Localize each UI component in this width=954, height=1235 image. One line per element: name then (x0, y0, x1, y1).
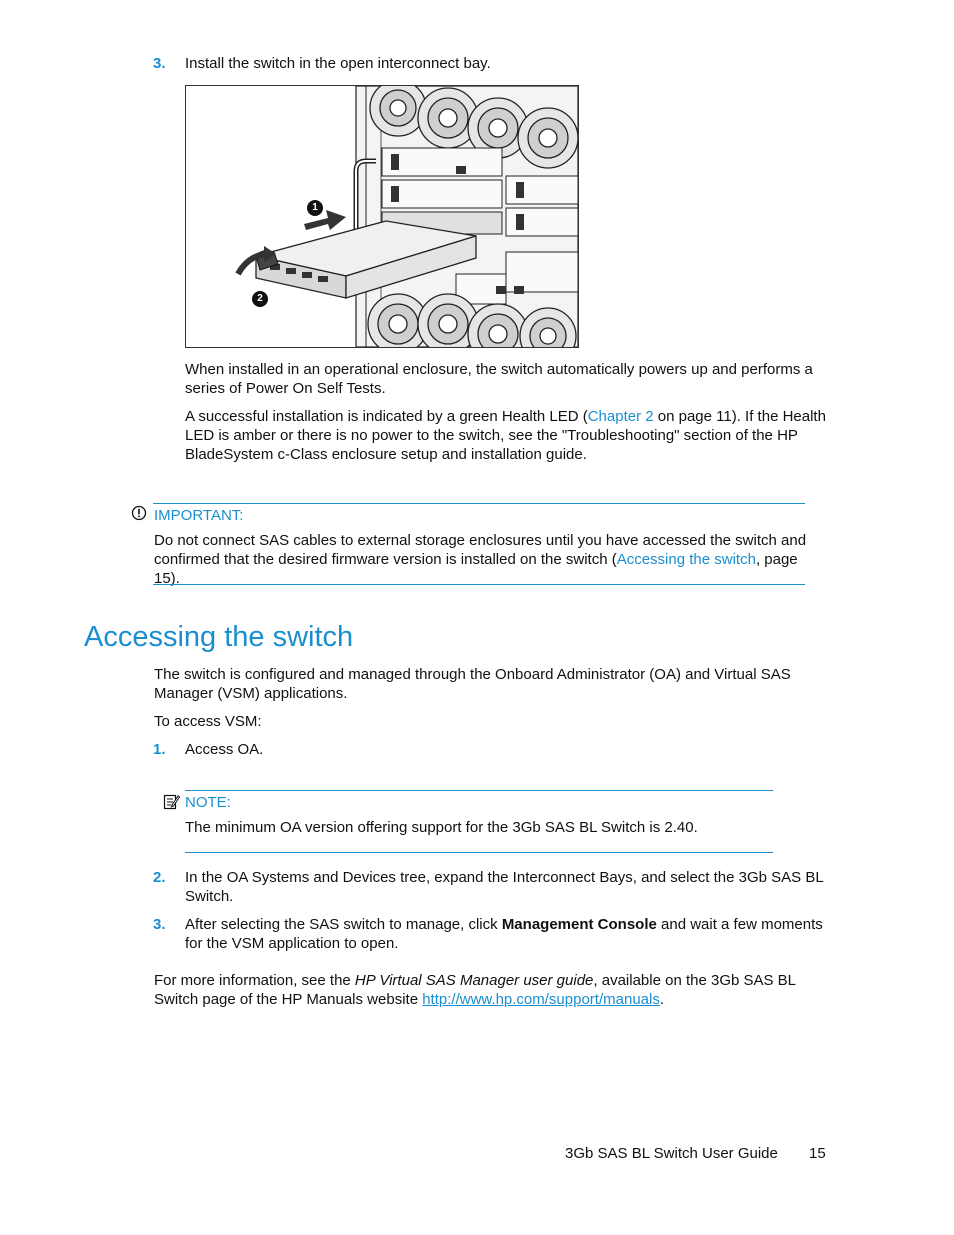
step-number: 2. (153, 869, 166, 886)
important-text (154, 531, 809, 588)
step-text-post: and wait a few moments for the VSM application to open. (185, 916, 823, 952)
note-icon (163, 793, 180, 815)
important-icon (131, 505, 147, 526)
more-info-paragraph (154, 971, 814, 1009)
switch-install-figure (185, 85, 579, 348)
step-number: 1. (153, 741, 166, 758)
more-info-pre: For more information, see the (154, 972, 355, 989)
note-label: NOTE: (185, 794, 231, 811)
vsm-guide-title: HP Virtual SAS Manager user guide (354, 972, 594, 989)
more-info-post: . (659, 991, 665, 1008)
hp-manuals-link[interactable]: http://www.hp.com/support/manuals (422, 991, 660, 1008)
management-console-term: Management Console (501, 916, 657, 933)
more-info-mid: , available on the 3Gb SAS BL Switch page of the HP Manuals website (154, 972, 796, 1008)
section-heading: Accessing the switch (84, 621, 354, 653)
chapter-2-link[interactable]: Chapter 2 (587, 408, 654, 425)
access-vsm-paragraph: To access VSM: (154, 713, 262, 730)
step-text: In the OA Systems and Devices tree, expand the Interconnect Bays, and select the 3Gb SAS BL Switch. (185, 869, 824, 905)
power-on-paragraph: When installed in an operational enclosure, the switch automatically powers up and performs a series of Power On Self Tests. (185, 361, 813, 397)
callout-1: 1 (312, 202, 318, 213)
health-led-paragraph (185, 407, 830, 464)
note-top-rule (185, 790, 773, 791)
step-number: 3. (153, 55, 166, 72)
footer-page-number: 15 (809, 1145, 826, 1162)
important-text-pre: Do not connect SAS cables to external storage enclosures until you have accessed the switch and confirmed that the desired firmware version is installed on the switch ( (154, 532, 807, 568)
important-label: IMPORTANT: (154, 507, 244, 524)
step-text: Install the switch in the open interconnect bay. (185, 55, 491, 72)
accessing-switch-link[interactable]: Accessing the switch (616, 551, 756, 568)
switch-install-illustration (186, 86, 578, 347)
config-paragraph: The switch is configured and managed through the Onboard Administrator (OA) and Virtual SAS Manager (VSM) applications. (154, 666, 791, 702)
note-text: The minimum OA version offering support for the 3Gb SAS BL Switch is 2.40. (185, 819, 698, 836)
important-bottom-rule (153, 584, 805, 585)
step-text: Access OA. (185, 741, 264, 758)
step-text-pre: After selecting the SAS switch to manage, click (185, 916, 502, 933)
led-text-post: on page 11). If the Health LED is amber or there is no power to the switch, see the "Troubleshooting" section of the HP BladeSystem c-Class enclosure setup and installation guide. (185, 408, 826, 463)
note-bottom-rule (185, 852, 773, 853)
led-text-pre: A successful installation is indicated by a green Health LED ( (185, 408, 588, 425)
step-number: 3. (153, 916, 166, 933)
important-top-rule (153, 503, 805, 504)
step-text (185, 915, 825, 953)
footer-title: 3Gb SAS BL Switch User Guide (565, 1145, 778, 1162)
important-text-post: , page 15). (154, 551, 798, 587)
callout-2: 2 (257, 293, 263, 304)
